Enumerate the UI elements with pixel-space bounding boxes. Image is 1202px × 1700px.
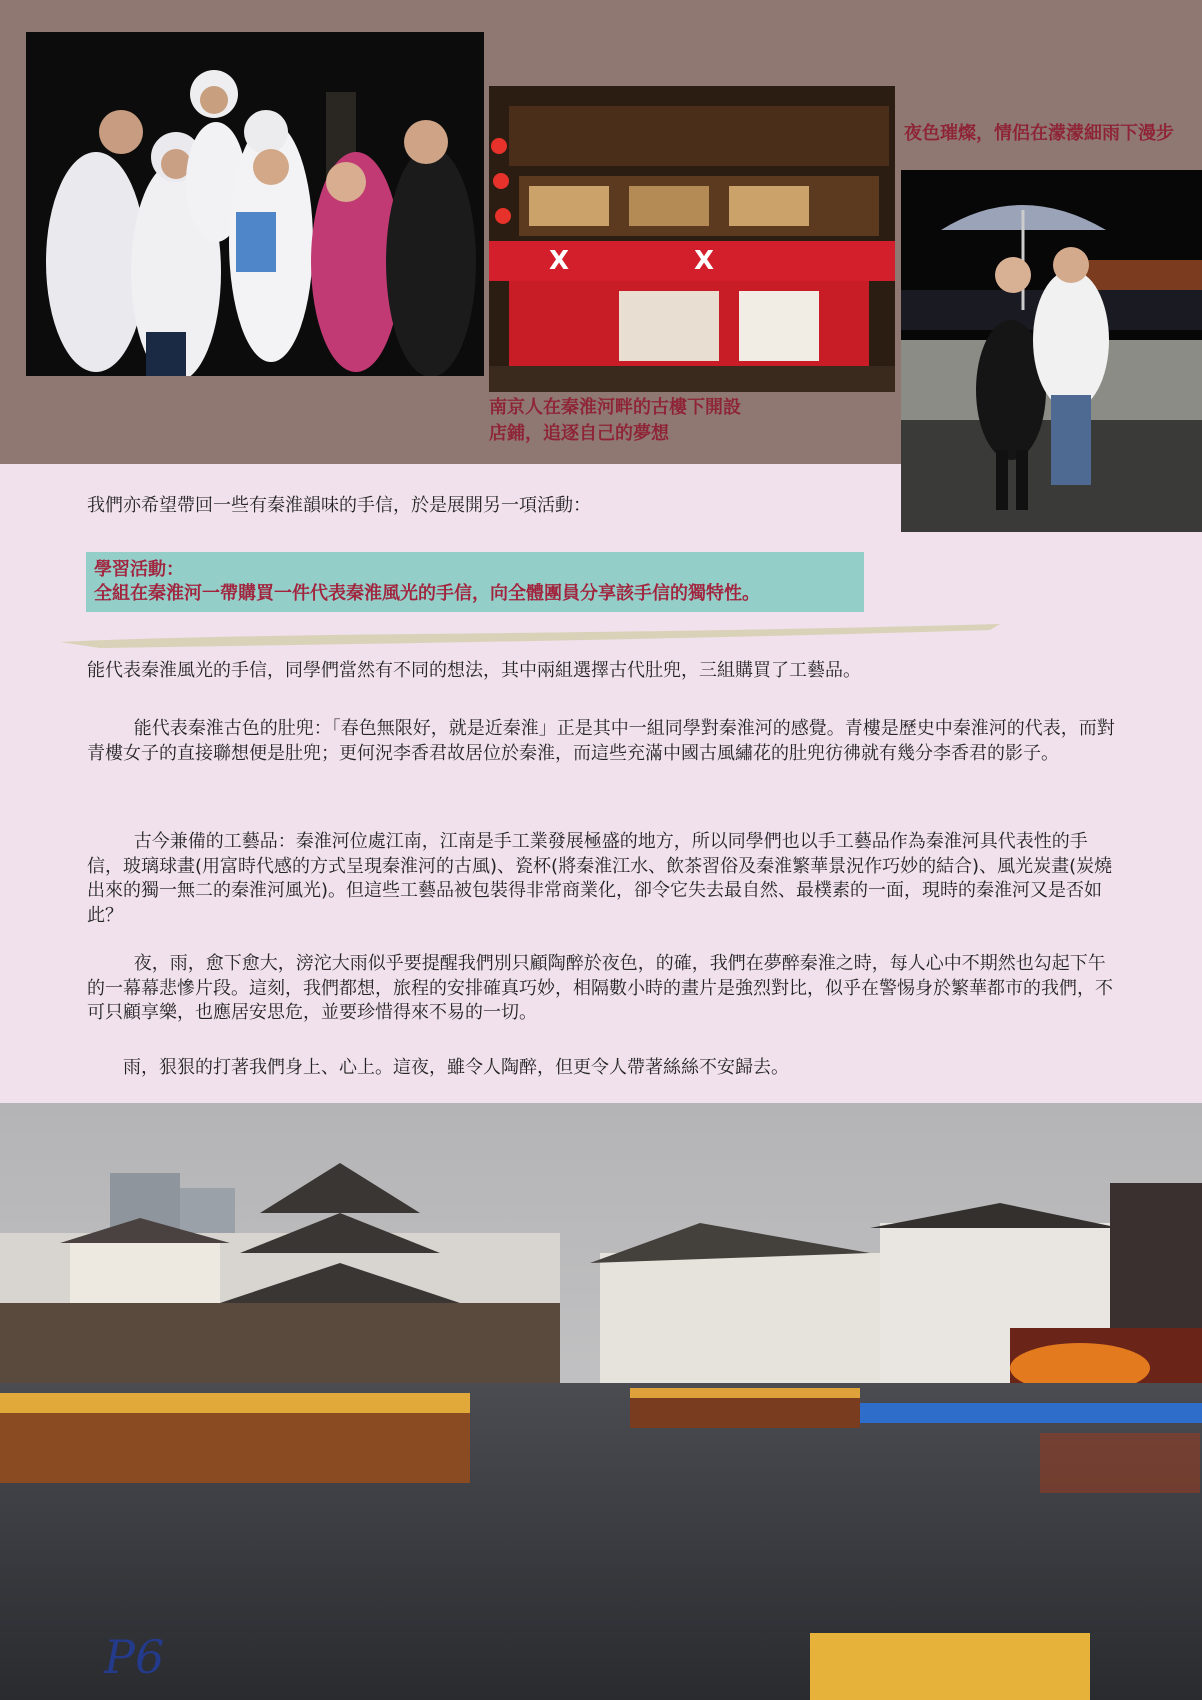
- store-sign-x-2: X: [694, 246, 715, 276]
- storefront-caption-line2: 店鋪，追逐自己的夢想: [489, 423, 669, 444]
- store-sign-x-1: X: [549, 246, 570, 276]
- couple-photo: [901, 170, 1202, 532]
- paragraph-5: 雨，狠狠的打著我們身上、心上。這夜，雖令人陶醉，但更令人帶著絲絲不安歸去。: [123, 1057, 789, 1078]
- paragraph-1: 能代表秦淮風光的手信，同學們當然有不同的想法，其中兩組選擇古代肚兜，三組購買了工藝品。: [87, 660, 861, 681]
- paragraph-3: 古今兼備的工藝品：秦淮河位處江南，江南是手工業發展極盛的地方，所以同學們也以手工藝品作為秦淮河具代表性的手信，玻璃球畫(用富時代感的方式呈現秦淮河的古風)、瓷杯(將秦淮江水、飲茶習俗及秦淮繁華景況作巧妙的結合)、風光炭畫(炭燒出來的獨一無二的秦淮河風光)。但這些工藝品被包裝得非常商業化，卻令它失去最自然、最樸素的一面，現時的秦淮河又是否如此？: [87, 831, 1113, 926]
- activity-title: 學習活動：: [94, 559, 184, 580]
- activity-body: 全組在秦淮河一帶購買一件代表秦淮風光的手信，向全體團員分享該手信的獨特性。: [94, 583, 760, 604]
- intro-text: 我們亦希望帶回一些有秦淮韻味的手信，於是展開另一項活動：: [87, 495, 591, 516]
- storefront-caption: [489, 395, 819, 447]
- storefront-caption-line1: 南京人在秦淮河畔的古樓下開設: [489, 397, 741, 418]
- group-photo: [26, 32, 484, 376]
- qinhuai-river-photo: [0, 1103, 1202, 1700]
- storefront-photo: [489, 86, 895, 392]
- paragraph-2: 能代表秦淮古色的肚兜：「春色無限好，就是近秦淮」正是其中一組同學對秦淮河的感覺。青樓是歷史中秦淮河的代表，而對青樓女子的直接聯想便是肚兜；更何況李香君故居位於秦淮，而這些充滿中國古風繡花的肚兜彷彿就有幾分李香君的影子。: [87, 718, 1115, 764]
- learning-activity-box: [86, 552, 864, 612]
- brush-stroke-divider: [60, 620, 1000, 650]
- couple-photo-caption: 夜色璀燦，情侶在濛濛細雨下漫步: [904, 123, 1174, 144]
- page-number: P6: [104, 1630, 165, 1684]
- paragraph-4: 夜，雨，愈下愈大，滂沱大雨似乎要提醒我們別只顧陶醉於夜色，的確，我們在夢醉秦淮之時，每人心中不期然也勾起下午的一幕幕悲慘片段。這刻，我們都想，旅程的安排確真巧妙，相隔數小時的畫片是強烈對比，似乎在警惕身於繁華都市的我們，不可只顧享樂，也應居安思危，並要珍惜得來不易的一切。: [87, 953, 1113, 1023]
